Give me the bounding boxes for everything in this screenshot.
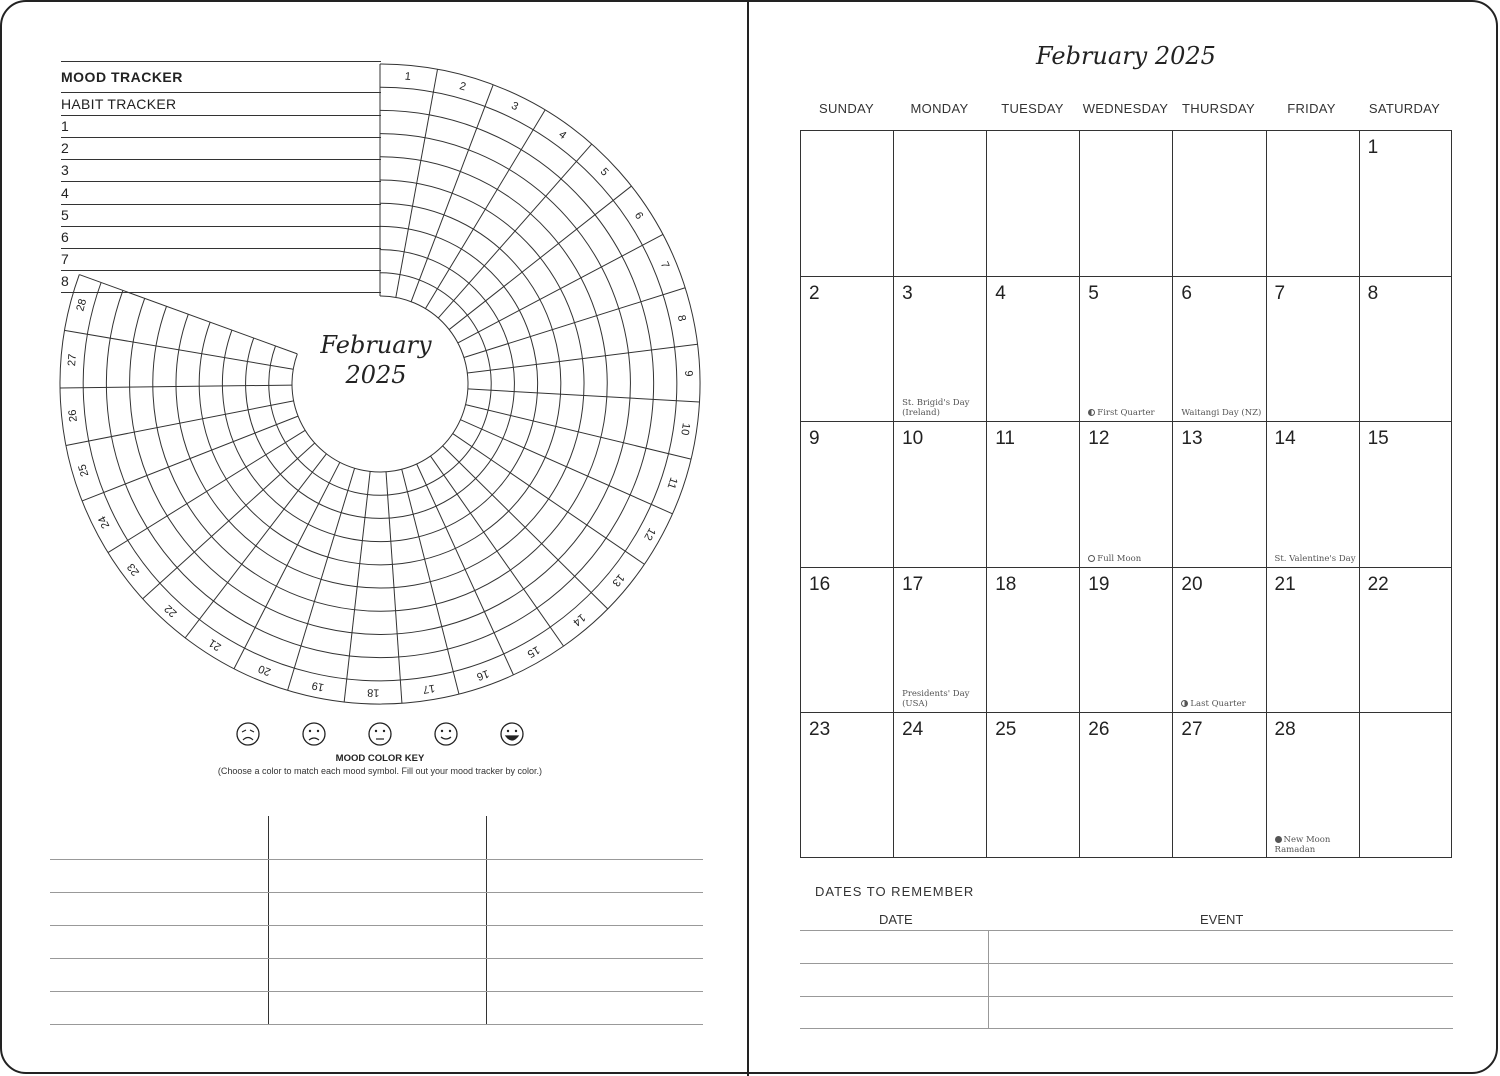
habit-row-number: 4 <box>61 185 69 201</box>
day-number: 26 <box>1088 719 1110 741</box>
wheel-day-label: 3 <box>509 99 521 114</box>
notes-column-divider <box>486 816 487 1025</box>
day-cell[interactable] <box>987 277 1080 423</box>
day-cell[interactable] <box>1360 277 1453 423</box>
day-note-text: Presidents' Day <box>902 689 970 700</box>
smiling-face-icon <box>435 723 457 745</box>
day-cell[interactable] <box>1080 713 1173 859</box>
day-note <box>902 689 969 709</box>
wheel-day-label: 15 <box>525 643 542 660</box>
day-number: 23 <box>809 719 831 741</box>
date-column-header: DATE <box>879 912 913 927</box>
day-cell[interactable] <box>894 131 987 277</box>
day-number: 18 <box>995 573 1017 595</box>
wheel-day-label: 10 <box>678 422 692 436</box>
day-number: 10 <box>902 428 924 450</box>
day-cell[interactable] <box>894 277 987 423</box>
wheel-spoke <box>417 464 514 675</box>
dtr-row-line[interactable] <box>800 1028 1453 1029</box>
wheel-spoke <box>467 344 697 373</box>
moon-phase-new-icon <box>1275 836 1282 843</box>
day-note-text: Ramadan <box>1274 844 1316 855</box>
day-cell[interactable] <box>801 277 894 423</box>
day-number: 19 <box>1088 573 1110 595</box>
day-cell[interactable] <box>1080 568 1173 714</box>
day-number: 14 <box>1274 428 1296 450</box>
calendar-title: February 2025 <box>1036 42 1216 70</box>
wheel-day-label: 16 <box>474 667 491 683</box>
wheel-day-label: 18 <box>367 686 380 699</box>
calendar-grid <box>800 130 1452 858</box>
crying-face-icon <box>237 723 259 745</box>
wheel-day-label: 13 <box>609 571 627 589</box>
day-cell[interactable] <box>1360 713 1453 859</box>
wheel-spoke <box>82 416 298 501</box>
wheel-day-label: 1 <box>404 70 412 84</box>
mood-icons <box>220 716 580 756</box>
wheel-day-label: 24 <box>96 513 113 531</box>
day-note <box>1088 554 1141 564</box>
habit-row-number: 1 <box>61 118 69 134</box>
wheel-title-month: February <box>320 331 432 359</box>
day-cell[interactable] <box>987 422 1080 568</box>
notes-row-line[interactable] <box>50 925 703 926</box>
habit-row-number: 8 <box>61 273 69 289</box>
wheel-title <box>296 330 456 390</box>
event-column-header: EVENT <box>1200 912 1244 927</box>
day-name-thursday: THURSDAY <box>1182 101 1255 116</box>
dtr-column-divider <box>988 930 989 1028</box>
wheel-day-label: 21 <box>206 636 224 653</box>
day-cell[interactable] <box>801 568 894 714</box>
wheel-day-label: 25 <box>76 462 92 478</box>
wheel-title-year: 2025 <box>345 361 407 389</box>
day-number: 8 <box>1367 282 1379 304</box>
habit-row-number: 7 <box>61 251 69 267</box>
day-name-saturday: SATURDAY <box>1368 101 1441 116</box>
day-name-monday: MONDAY <box>910 101 969 116</box>
day-cell[interactable] <box>1173 422 1266 568</box>
wheel-spoke <box>466 405 692 459</box>
wheel-spoke <box>65 330 294 369</box>
day-number: 1 <box>1367 137 1379 158</box>
day-cell[interactable] <box>801 422 894 568</box>
day-number: 4 <box>995 282 1006 304</box>
dtr-row-line[interactable] <box>800 996 1453 997</box>
day-note <box>1181 408 1261 418</box>
wheel-spoke <box>288 468 355 690</box>
day-name-friday: FRIDAY <box>1287 101 1336 116</box>
day-number: 20 <box>1181 573 1203 595</box>
wheel-spoke <box>396 69 438 297</box>
day-note <box>902 398 969 418</box>
habit-row-number: 6 <box>61 229 69 245</box>
day-cell[interactable] <box>1080 277 1173 423</box>
wheel-day-label: 4 <box>556 128 569 142</box>
notes-row-line[interactable] <box>50 1024 703 1025</box>
day-cell[interactable] <box>1360 568 1453 714</box>
day-cell[interactable] <box>894 713 987 859</box>
day-cell[interactable] <box>1080 131 1173 277</box>
day-cell[interactable] <box>894 422 987 568</box>
notes-row-line[interactable] <box>50 958 703 959</box>
habit-row-number: 5 <box>61 207 69 223</box>
day-note-text: Last Quarter <box>1190 699 1246 710</box>
day-cell[interactable] <box>1360 131 1453 277</box>
moon-phase-last-icon <box>1181 700 1188 707</box>
day-number: 6 <box>1181 282 1192 304</box>
wheel-day-label: 17 <box>421 681 436 696</box>
day-cell[interactable] <box>1267 568 1360 714</box>
wheel-day-label: 9 <box>682 370 695 377</box>
day-cell[interactable] <box>801 131 894 277</box>
wheel-spoke <box>453 434 645 565</box>
wheel-spoke <box>402 469 459 694</box>
wheel-day-label: 2 <box>458 80 468 94</box>
wheel-spoke <box>234 462 340 668</box>
grinning-face-icon <box>501 723 523 745</box>
day-cell[interactable] <box>1267 713 1360 859</box>
day-number: 13 <box>1181 428 1203 450</box>
day-name-wednesday: WEDNESDAY <box>1082 101 1169 116</box>
day-number: 22 <box>1367 573 1389 595</box>
day-cell[interactable] <box>1267 277 1360 423</box>
day-number: 17 <box>902 573 924 595</box>
day-number: 24 <box>902 719 924 741</box>
day-note-text: First Quarter <box>1097 408 1155 419</box>
day-note <box>1088 408 1154 418</box>
day-note-text: St. Brigid's Day <box>902 398 970 409</box>
day-name-sunday: SUNDAY <box>818 101 874 116</box>
dtr-row-line[interactable] <box>800 930 1453 931</box>
day-number: 16 <box>809 573 831 595</box>
day-cell[interactable] <box>987 713 1080 859</box>
day-note-text: St. Valentine's Day <box>1274 553 1356 564</box>
day-cell[interactable] <box>1173 277 1266 423</box>
day-cell[interactable] <box>1173 713 1266 859</box>
wheel-spoke <box>66 401 294 446</box>
day-cell[interactable] <box>1173 131 1266 277</box>
day-name-tuesday: TUESDAY <box>1001 101 1064 116</box>
day-number: 3 <box>902 282 913 304</box>
wheel-spoke <box>443 446 608 609</box>
day-number: 28 <box>1274 719 1296 741</box>
day-note-text: Waitangi Day (NZ) <box>1181 408 1262 419</box>
wheel-spoke <box>344 471 370 702</box>
day-note-text: New Moon <box>1283 834 1331 845</box>
day-number: 21 <box>1274 573 1296 595</box>
notes-row-line[interactable] <box>50 991 703 992</box>
wheel-day-label: 20 <box>256 662 273 678</box>
notes-row-line[interactable] <box>50 859 703 860</box>
day-number: 9 <box>809 428 820 450</box>
wheel-day-label: 26 <box>66 408 80 423</box>
moon-phase-full-icon <box>1088 555 1095 562</box>
day-number: 27 <box>1181 719 1203 741</box>
day-cell[interactable] <box>894 568 987 714</box>
day-cell[interactable] <box>987 568 1080 714</box>
wheel-day-label: 23 <box>125 560 143 578</box>
wheel-spoke <box>449 186 631 330</box>
mood-tracker-label: MOOD TRACKER <box>61 69 183 85</box>
day-cell[interactable] <box>1267 131 1360 277</box>
day-note <box>1181 699 1245 709</box>
wheel-day-label: 28 <box>74 297 90 313</box>
habit-tracker-label: HABIT TRACKER <box>61 96 177 112</box>
notes-column-divider <box>268 816 269 1025</box>
wheel-spoke <box>79 275 297 354</box>
day-cell[interactable] <box>987 131 1080 277</box>
day-cell[interactable] <box>1080 422 1173 568</box>
day-cell[interactable] <box>801 713 894 859</box>
wheel-day-label: 14 <box>570 611 588 629</box>
wheel-day-label: 12 <box>641 525 658 543</box>
wheel-day-label: 7 <box>657 259 672 271</box>
moon-phase-first-icon <box>1088 409 1095 416</box>
day-cell[interactable] <box>1173 568 1266 714</box>
day-number: 15 <box>1367 428 1389 450</box>
wheel-day-label: 19 <box>310 678 326 694</box>
day-cell[interactable] <box>1267 422 1360 568</box>
notes-row-line[interactable] <box>50 892 703 893</box>
day-number: 5 <box>1088 282 1099 304</box>
day-number: 7 <box>1274 282 1286 304</box>
wheel-day-label: 5 <box>597 165 611 179</box>
dates-to-remember-label: DATES TO REMEMBER <box>815 884 975 899</box>
day-number: 11 <box>995 428 1015 450</box>
day-note-text: (Ireland) <box>902 408 940 419</box>
dtr-row-line[interactable] <box>800 963 1453 964</box>
day-number: 2 <box>809 282 820 304</box>
day-note-text: (USA) <box>902 699 928 710</box>
day-number: 12 <box>1088 428 1110 450</box>
wheel-day-label: 6 <box>631 210 646 222</box>
wheel-day-label: 8 <box>674 313 688 323</box>
day-note <box>1275 835 1331 855</box>
habit-row-number: 3 <box>61 162 69 178</box>
wheel-day-label: 22 <box>162 602 180 620</box>
mood-color-key-label: MOOD COLOR KEY <box>335 753 425 764</box>
day-note <box>1275 554 1356 564</box>
wheel-day-label: 11 <box>664 475 680 491</box>
day-cell[interactable] <box>1360 422 1453 568</box>
neutral-face-icon <box>369 723 391 745</box>
day-number: 25 <box>995 719 1017 741</box>
sad-face-icon <box>303 723 325 745</box>
habit-row-number: 2 <box>61 140 69 156</box>
day-note-text: Full Moon <box>1097 553 1142 564</box>
wheel-day-label: 27 <box>66 353 79 367</box>
mood-color-key-instructions: (Choose a color to match each mood symbol. Fill out your mood tracker by color.) <box>217 766 543 776</box>
